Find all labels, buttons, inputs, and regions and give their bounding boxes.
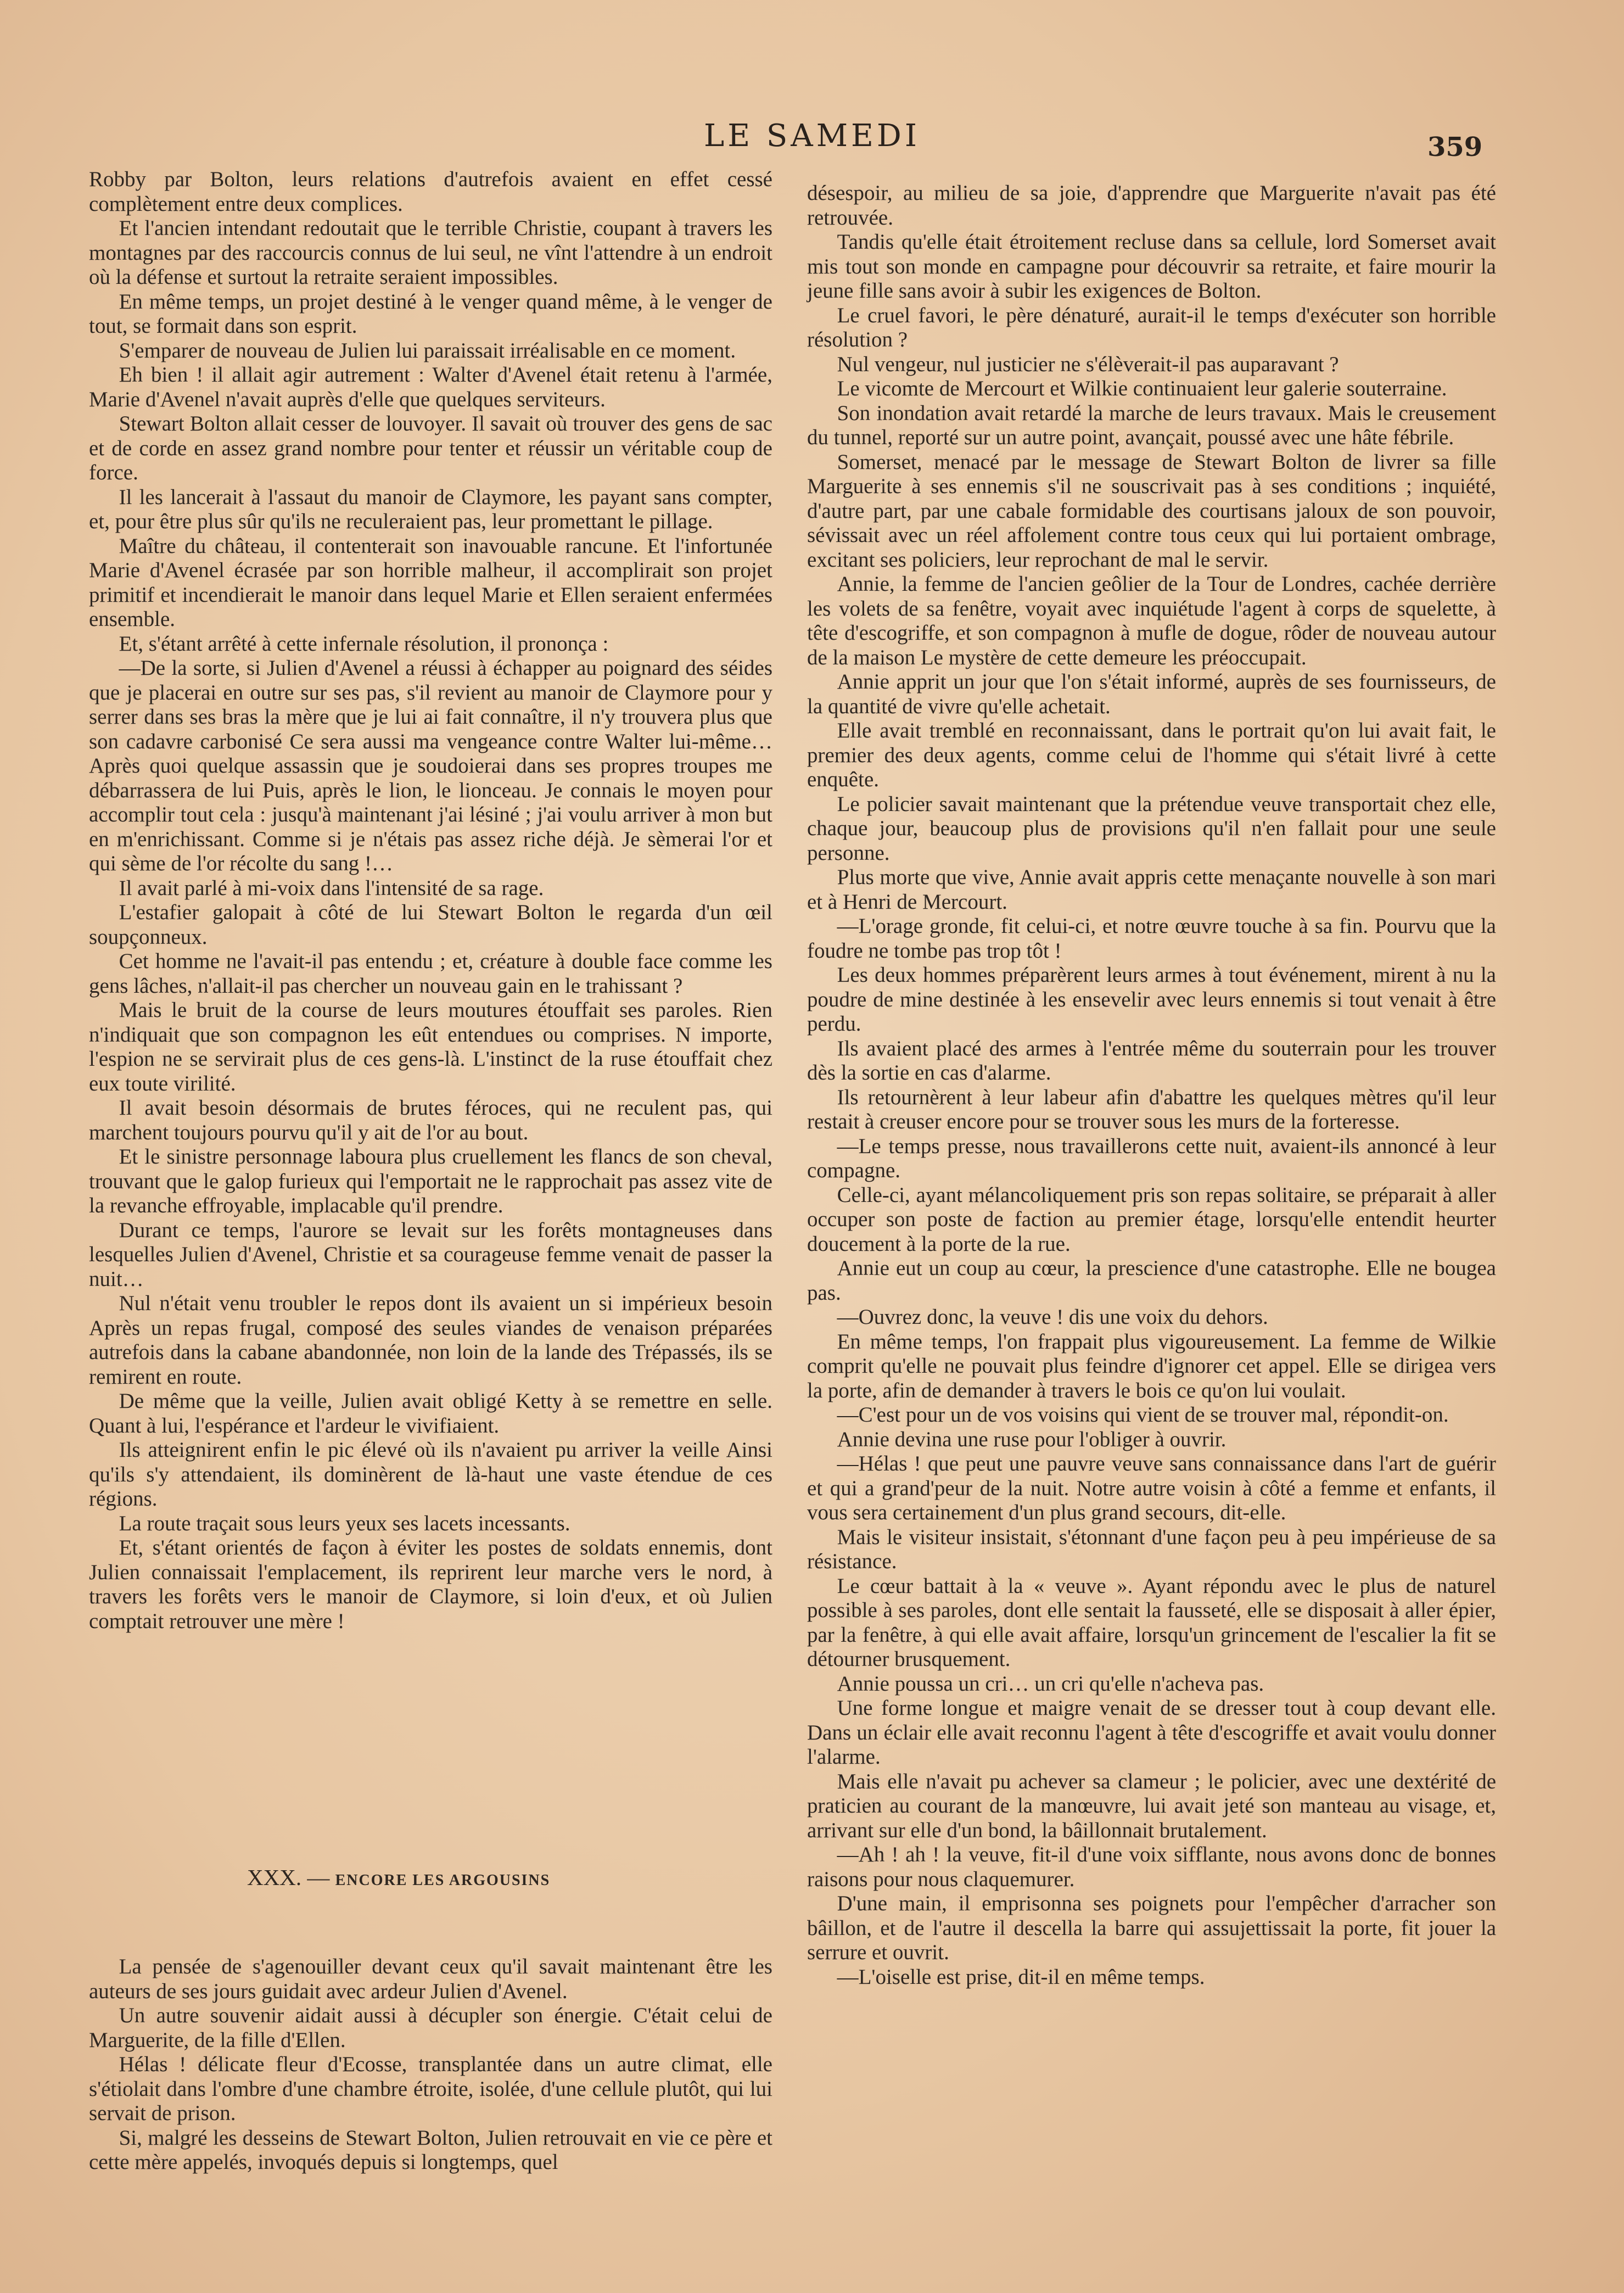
paragraph: —L'oiselle est prise, dit-il en même temps.: [837, 1965, 1205, 1989]
paragraph: Une forme longue et maigre venait de se dresser tout à coup devant elle. Dans un éclair elle avait reconnu l'agent à tête d'escogriffe et avait voulu donner l'alarme.: [807, 1696, 1496, 1769]
left-column-after-chapter: [89, 1955, 772, 2175]
paragraph: —L'orage gronde, fit celui-ci, et notre œuvre touche à sa fin. Pourvu que la foudre ne tombe pas trop tôt !: [807, 914, 1496, 963]
paragraph: Annie devina une ruse pour l'obliger à ouvrir.: [837, 1427, 1227, 1451]
paragraph: Plus morte que vive, Annie avait appris cette menaçante nouvelle à son mari et à Henri de Mercourt.: [807, 865, 1496, 914]
paragraph: —De la sorte, si Julien d'Avenel a réussi à échapper au poignard des séides que je placerai en outre sur ses pas, s'il revient au manoir de Claymore pour y serrer dans ses bras la mère que je lui ai fait connaître, il n'y trouvera plus que son cadavre carbonisé Ce sera aussi ma vengeance contre Walter lui-même… Après quoi quelque assassin que je soudoierai dans ses propres troupes me débarrassera de lui Puis, après le lion, le lionceau. Je connais le moyen pour accomplir tout cela : jusqu'à maintenant j'ai lésiné ; j'ai voulu arriver à mon but en m'enrichissant. Comme si je n'étais pas assez riche déjà. Je sèmerai l'or et qui sème de l'or récolte du sang !…: [89, 656, 772, 875]
paragraph: Un autre souvenir aidait aussi à décupler son énergie. C'était celui de Marguerite, de la fille d'Ellen.: [89, 2004, 772, 2052]
paragraph: Le cœur battait à la « veuve ». Ayant répondu avec le plus de naturel possible à ses paroles, dont elle sentait la fausseté, elle se disposait à aller épier, par la fenêtre, à qui elle avait affaire, lorsqu'un grincement de l'escalier la fit se détourner brusquement.: [807, 1574, 1496, 1671]
paragraph: Les deux hommes préparèrent leurs armes à tout événement, mirent à nu la poudre de mine destinée à les ensevelir avec leurs ennemis si tout venait à être perdu.: [807, 963, 1496, 1036]
paragraph: Mais le visiteur insistait, s'étonnant d'une façon peu à peu impérieuse de sa résistance.: [807, 1525, 1496, 1573]
paragraph: Son inondation avait retardé la marche de leurs travaux. Mais le creusement du tunnel, reporté sur un autre point, avançait, poussé avec une hâte fébrile.: [807, 401, 1496, 449]
paragraph: Et l'ancien intendant redoutait que le terrible Christie, coupant à travers les montagnes par des raccourcis connus de lui seul, ne vînt l'attendre à un endroit où la défense et surtout la retraite seraient impossibles.: [89, 216, 772, 289]
chapter-number: XXX. —: [247, 1865, 330, 1890]
paragraph: L'estafier galopait à côté de lui Stewart Bolton le regarda d'un œil soupçonneux.: [89, 901, 772, 949]
paragraph: Il avait besoin désormais de brutes féroces, qui ne reculent pas, qui marchent toujours pourvu qu'il y ait de l'or au bout.: [89, 1096, 772, 1144]
paragraph: —C'est pour un de vos voisins qui vient de se trouver mal, répondit-on.: [837, 1403, 1449, 1427]
paragraph: —Le temps presse, nous travaillerons cette nuit, avaient-ils annoncé à leur compagne.: [807, 1134, 1496, 1182]
paragraph: Si, malgré les desseins de Stewart Bolton, Julien retrouvait en vie ce père et cette mère appelés, invoqués depuis si longtemps, quel: [89, 2126, 772, 2174]
paragraph: Stewart Bolton allait cesser de louvoyer. Il savait où trouver des gens de sac et de corde en assez grand nombre pour tenter et réussir un véritable coup de force.: [89, 412, 772, 484]
paragraph: Annie eut un coup au cœur, la prescience d'une catastrophe. Elle ne bougea pas.: [807, 1256, 1496, 1305]
paragraph: En même temps, un projet destiné à le venger quand même, à le venger de tout, se formait dans son esprit.: [89, 289, 772, 338]
paragraph: Nul n'était venu troubler le repos dont ils avaient un si impérieux besoin Après un repas frugal, composé des seules viandes de venaison préparées autrefois dans la cabane abandonnée, non loin de la lande des Trépassés, ils se remirent en route.: [89, 1291, 772, 1389]
paragraph: Ils retournèrent à leur labeur afin d'abattre les quelques mètres qu'il leur restait à creuser encore pour se trouver sous les murs de la forteresse.: [807, 1085, 1496, 1133]
paragraph: Mais le bruit de la course de leurs moutures étouffait ses paroles. Rien n'indiquait que son compagnon les eût entendues ou comprises. N importe, l'espion ne se servirait plus de ces gens-là. L'instinct de la ruse étouffait chez eux toute virilité.: [89, 998, 772, 1095]
paragraph: La pensée de s'agenouiller devant ceux qu'il savait maintenant être les auteurs de ses jours guidait avec ardeur Julien d'Avenel.: [89, 1955, 772, 2003]
paragraph: Somerset, menacé par le message de Stewart Bolton de livrer sa fille Marguerite à ses ennemis s'il ne souscrivait pas à ses conditions ; inquiété, d'autre part, par une cabale formidable des courtisans jaloux de son pouvoir, sévissait avec un réel affolement contre tous ceux qui lui portaient ombrage, excitant ses policiers, leur reprochant de mal le servir.: [807, 450, 1496, 572]
paragraph: désespoir, au milieu de sa joie, d'apprendre que Marguerite n'avait pas été retrouvée.: [807, 181, 1496, 230]
paragraph: Le vicomte de Mercourt et Wilkie continuaient leur galerie souterraine.: [837, 377, 1447, 400]
page-header-title: LE SAMEDI: [704, 118, 920, 154]
paragraph: Le policier savait maintenant que la prétendue veuve transportait chez elle, chaque jour, beaucoup plus de provisions qu'il n'en fallait pour une seule personne.: [807, 792, 1496, 865]
paragraph: Nul vengeur, nul justicier ne s'élèverait-il pas auparavant ?: [837, 352, 1339, 376]
paragraph: En même temps, l'on frappait plus vigoureusement. La femme de Wilkie comprit qu'elle ne pouvait plus feindre d'ignorer cet appel. Elle se dirigea vers la porte, afin de demander à travers le bois ce qu'on lui voulait.: [807, 1329, 1496, 1402]
paragraph: —Ouvrez donc, la veuve ! dis une voix du dehors.: [837, 1305, 1268, 1329]
paragraph: Robby par Bolton, leurs relations d'autrefois avaient en effet cessé complètement entre deux complices.: [89, 167, 772, 216]
paragraph: Maître du château, il contenterait son inavouable rancune. Et l'infortunée Marie d'Avenel écrasée par son horrible malheur, il accomplirait son projet primitif et incendierait le manoir dans lequel Marie et Ellen seraient enfermées ensemble.: [89, 534, 772, 631]
paragraph: Annie poussa un cri… un cri qu'elle n'acheva pas.: [837, 1671, 1264, 1696]
paragraph: Ils avaient placé des armes à l'entrée même du souterrain pour les trouver dès la sortie en cas d'alarme.: [807, 1036, 1496, 1084]
paragraph: —Ah ! ah ! la veuve, fit-il d'une voix sifflante, nous avons donc de bonnes raisons pour nous claquemurer.: [807, 1843, 1496, 1891]
paragraph: Eh bien ! il allait agir autrement : Walter d'Avenel était retenu à l'armée, Marie d'Avenel n'avait auprès d'elle que quelques serviteurs.: [89, 363, 772, 411]
chapter-title: ENCORE LES ARGOUSINS: [335, 1872, 551, 1889]
paragraph: La route traçait sous leurs yeux ses lacets incessants.: [119, 1511, 570, 1535]
right-column: [807, 181, 1496, 1989]
paragraph: Mais elle n'avait pu achever sa clameur ; le policier, avec une dextérité de praticien au courant de la manœuvre, lui avait jeté son manteau au visage, et, arrivant sur elle d'un bond, la bâillonnait brutalement.: [807, 1769, 1496, 1842]
paragraph: —Hélas ! que peut une pauvre veuve sans connaissance dans l'art de guérir et qui a grand'peur de la nuit. Notre autre voisin à côté a femme et enfants, il vous sera certainement d'un plus grand secours, dit-elle.: [807, 1452, 1496, 1524]
paragraph: Hélas ! délicate fleur d'Ecosse, transplantée dans un autre climat, elle s'étiolait dans l'ombre d'une chambre étroite, isolée, d'une cellule plutôt, qui lui servait de prison.: [89, 2052, 772, 2125]
page-number: 359: [1427, 132, 1483, 163]
paragraph: Elle avait tremblé en reconnaissant, dans le portrait qu'on lui avait fait, le premier des deux agents, comme celui de l'homme qui s'était livré à cette enquête.: [807, 719, 1496, 791]
paragraph: Et, s'étant orientés de façon à éviter les postes de soldats ennemis, dont Julien connaissait l'emplacement, ils reprirent leur marche vers le nord, à travers les forêts vers le manoir de Claymore, si loin d'eux, et où Julien comptait retrouver une mère !: [89, 1536, 772, 1633]
paragraph: Il avait parlé à mi-voix dans l'intensité de sa rage.: [119, 876, 544, 900]
paragraph: Tandis qu'elle était étroitement recluse dans sa cellule, lord Somerset avait mis tout son monde en campagne pour découvrir sa retraite, et faire mourir la jeune fille sans avoir à subir les exigences de Bolton.: [807, 230, 1496, 303]
paragraph: Cet homme ne l'avait-il pas entendu ; et, créature à double face comme les gens lâches, n'allait-il pas chercher un nouveau gain en le trahissant ?: [89, 949, 772, 998]
left-column: [89, 167, 772, 1634]
paragraph: Durant ce temps, l'aurore se levait sur les forêts montagneuses dans lesquelles Julien d'Avenel, Christie et sa courageuse femme venait de passer la nuit…: [89, 1218, 772, 1291]
paragraph: De même que la veille, Julien avait obligé Ketty à se remettre en selle. Quant à lui, l'espérance et l'ardeur le vivifiaient.: [89, 1389, 772, 1438]
paragraph: Ils atteignirent enfin le pic élevé où ils n'avaient pu arriver la veille Ainsi qu'ils s'y attendaient, ils dominèrent de là-haut une vaste étendue de ces régions.: [89, 1438, 772, 1511]
chapter-heading: [247, 1864, 550, 1891]
paragraph: Annie apprit un jour que l'on s'était informé, auprès de ses fournisseurs, de la quantité de vivre qu'elle achetait.: [807, 670, 1496, 718]
paragraph: Il les lancerait à l'assaut du manoir de Claymore, les payant sans compter, et, pour être plus sûr qu'ils ne reculeraient pas, leur promettant le pillage.: [89, 485, 772, 533]
paragraph: Le cruel favori, le père dénaturé, aurait-il le temps d'exécuter son horrible résolution ?: [807, 303, 1496, 351]
paragraph: Annie, la femme de l'ancien geôlier de la Tour de Londres, cachée derrière les volets de sa fenêtre, voyait avec inquiétude l'agent à corps de squelette, à tête d'escogriffe, et son compagnon à mufle de dogue, rôder de nouveau autour de la maison Le mystère de cette demeure les préoccupait.: [807, 572, 1496, 669]
paragraph: D'une main, il emprisonna ses poignets pour l'empêcher d'arracher son bâillon, et de l'autre il descella la barre qui assujettissait la porte, fit jouer la serrure et ouvrit.: [807, 1892, 1496, 1964]
paragraph: Et le sinistre personnage laboura plus cruellement les flancs de son cheval, trouvant que le galop furieux qui l'emportait ne le rapprochait pas assez vite de la revanche effroyable, implacable qu'il prendre.: [89, 1145, 772, 1217]
paragraph: S'emparer de nouveau de Julien lui paraissait irréalisable en ce moment.: [119, 338, 736, 362]
paragraph: Celle-ci, ayant mélancoliquement pris son repas solitaire, se préparait à aller occuper son poste de faction au premier étage, lorsqu'elle entendit heurter doucement à la porte de la rue.: [807, 1183, 1496, 1256]
paragraph: Et, s'étant arrêté à cette infernale résolution, il prononça :: [119, 631, 609, 656]
